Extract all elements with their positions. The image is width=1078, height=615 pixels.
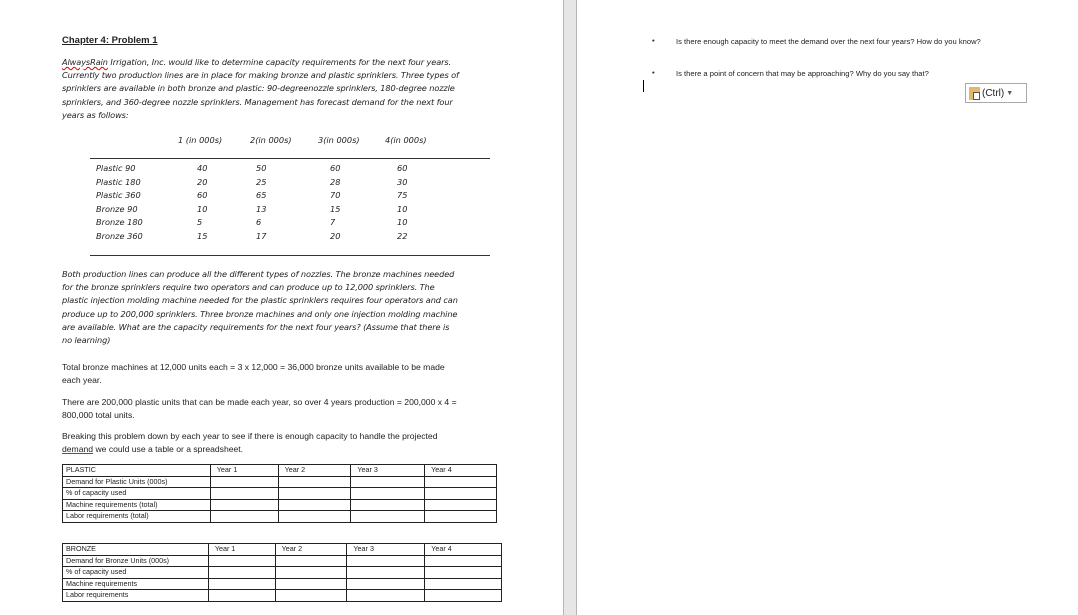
empty-cell[interactable] (208, 578, 275, 590)
row-label: Demand for Plastic Units (000s) (63, 476, 211, 488)
row-label: Plastic 90 (96, 163, 136, 173)
header-cell: Year 3 (351, 465, 425, 477)
empty-cell[interactable] (275, 567, 347, 579)
empty-cell[interactable] (210, 488, 278, 500)
empty-cell[interactable] (210, 511, 278, 523)
table-cell: 40 (197, 163, 208, 173)
table-header-row (63, 465, 497, 477)
table-cell: 25 (256, 176, 267, 187)
row-label: Demand for Bronze Units (000s) (63, 555, 209, 567)
document-page-2 (577, 0, 1078, 615)
empty-cell[interactable] (425, 590, 502, 602)
question-2: Is there a point of concern that may be approaching? Why do you say that? (676, 69, 929, 78)
table-header-row (63, 544, 502, 556)
table-row (63, 578, 502, 590)
table-cell: 7 (330, 217, 336, 228)
plastic-table[interactable] (62, 464, 497, 523)
page-gap (563, 0, 577, 615)
table-cell: 17 (256, 231, 267, 241)
demand-link[interactable]: demand (62, 444, 94, 454)
table-cell: 60 (330, 163, 341, 173)
header-cell: Year 2 (278, 465, 351, 477)
header-cell: PLASTIC (63, 465, 211, 477)
table-cell: 60 (197, 190, 208, 201)
header-cell: Year 1 (210, 465, 278, 477)
empty-cell[interactable] (351, 499, 425, 511)
row-label: Bronze 90 (96, 203, 138, 214)
row-label: % of capacity used (63, 567, 209, 579)
table-cell: 70 (330, 190, 341, 201)
bullet-icon: • (652, 36, 655, 45)
clipboard-icon (969, 87, 980, 100)
empty-cell[interactable] (347, 590, 425, 602)
text-cursor (643, 80, 644, 92)
header-cell: Year 2 (275, 544, 347, 556)
empty-cell[interactable] (347, 578, 425, 590)
empty-cell[interactable] (425, 499, 497, 511)
empty-cell[interactable] (347, 567, 425, 579)
empty-cell[interactable] (425, 567, 502, 579)
page-title: Chapter 4: Problem 1 (62, 35, 158, 46)
row-label: Machine requirements (63, 578, 209, 590)
empty-cell[interactable] (351, 488, 425, 500)
table-cell: 60 (397, 163, 408, 173)
row-label: Plastic 180 (96, 176, 141, 187)
problem-paragraph: Both production lines can produce all the different types of nozzles. The bronze machines needed for the bronze sprinklers require two operators and can produce up to 12,000 sprinklers. The plastic injection molding machine needed for the plastic sprinklers requires four operators and can produce up to 200,000 sprinklers. Three bronze machines and only one injection molding machine are available. What are the capacity requirements for the next four years? (Assume that there is no learning) (62, 269, 458, 346)
row-label: Labor requirements (total) (63, 511, 211, 523)
empty-cell[interactable] (278, 499, 351, 511)
plastic-total-paragraph: There are 200,000 plastic units that can be made each year, so over 4 years production = 200,000 x 4 = 800,000 total units. (62, 397, 457, 420)
table-row (63, 567, 502, 579)
table-row (63, 590, 502, 602)
table-cell: 28 (330, 176, 341, 187)
header-cell: Year 3 (347, 544, 425, 556)
chevron-down-icon: ▼ (1006, 89, 1014, 97)
table-cell: 22 (397, 231, 408, 241)
empty-cell[interactable] (278, 476, 351, 488)
table-cell: 10 (397, 203, 408, 214)
intro-paragraph: AlwaysRain Irrigation, Inc. would like to determine capacity requirements for the next four years. Currently two production lines are in place for making bronze and plastic sprinklers. Three types of sprinklers are available in both bronze and plastic: 90-degreenozzle sprinklers, 180-degree nozzle sprinklers, and 360-degree nozzle sprinklers. Management has forecast demand for the next four years as follows: (62, 57, 459, 120)
table-cell: 65 (256, 190, 267, 201)
bronze-total-paragraph: Total bronze machines at 12,000 units each = 3 x 12,000 = 36,000 bronze units available to be made each year. (62, 362, 445, 385)
empty-cell[interactable] (425, 488, 497, 500)
row-label: Labor requirements (63, 590, 209, 602)
bullet-icon: • (652, 68, 655, 77)
empty-cell[interactable] (210, 499, 278, 511)
table-row (63, 499, 497, 511)
table-cell: 20 (330, 231, 341, 241)
table-cell: 30 (397, 176, 408, 187)
empty-cell[interactable] (275, 578, 347, 590)
table-bottom-rule (90, 255, 490, 256)
row-label: Bronze 180 (96, 217, 143, 228)
column-header: 1 (in 000s) (178, 135, 223, 145)
empty-cell[interactable] (351, 511, 425, 523)
table-cell: 10 (397, 217, 408, 228)
breaking-paragraph: Breaking this problem down by each year to see if there is enough capacity to handle the projected demand we could use a table or a spreadsheet. (62, 431, 438, 454)
empty-cell[interactable] (208, 555, 275, 567)
empty-cell[interactable] (275, 555, 347, 567)
empty-cell[interactable] (208, 567, 275, 579)
row-label: % of capacity used (63, 488, 211, 500)
header-cell: Year 4 (425, 465, 497, 477)
header-cell: Year 1 (208, 544, 275, 556)
table-row (63, 555, 502, 567)
table-row (63, 511, 497, 523)
column-header: 2(in 000s) (250, 135, 292, 145)
empty-cell[interactable] (275, 590, 347, 602)
table-top-rule (90, 158, 490, 159)
empty-cell[interactable] (425, 578, 502, 590)
column-header: 3(in 000s) (318, 135, 360, 145)
table-cell: 20 (197, 176, 208, 187)
empty-cell[interactable] (425, 555, 502, 567)
empty-cell[interactable] (278, 488, 351, 500)
row-label: Bronze 360 (96, 231, 143, 241)
paste-options-button[interactable]: (Ctrl) ▼ (965, 83, 1027, 103)
table-cell: 6 (256, 217, 262, 228)
misspelled-word[interactable]: AlwaysRain (62, 57, 108, 67)
table-row (63, 476, 497, 488)
header-cell: Year 4 (425, 544, 502, 556)
empty-cell[interactable] (278, 511, 351, 523)
table-cell: 15 (330, 203, 341, 214)
bronze-table[interactable] (62, 543, 502, 602)
question-1: Is there enough capacity to meet the demand over the next four years? How do you know? (676, 37, 981, 46)
table-cell: 10 (197, 203, 208, 214)
table-cell: 50 (256, 163, 267, 173)
empty-cell[interactable] (210, 476, 278, 488)
empty-cell[interactable] (347, 555, 425, 567)
column-header: 4(in 000s) (385, 135, 427, 145)
empty-cell[interactable] (425, 511, 497, 523)
empty-cell[interactable] (425, 476, 497, 488)
table-cell: 13 (256, 203, 267, 214)
empty-cell[interactable] (351, 476, 425, 488)
row-label: Machine requirements (total) (63, 499, 211, 511)
table-cell: 5 (197, 217, 203, 228)
row-label: Plastic 360 (96, 190, 141, 201)
table-row (63, 488, 497, 500)
table-cell: 15 (197, 231, 208, 241)
header-cell: BRONZE (63, 544, 209, 556)
table-cell: 75 (397, 190, 408, 201)
empty-cell[interactable] (208, 590, 275, 602)
